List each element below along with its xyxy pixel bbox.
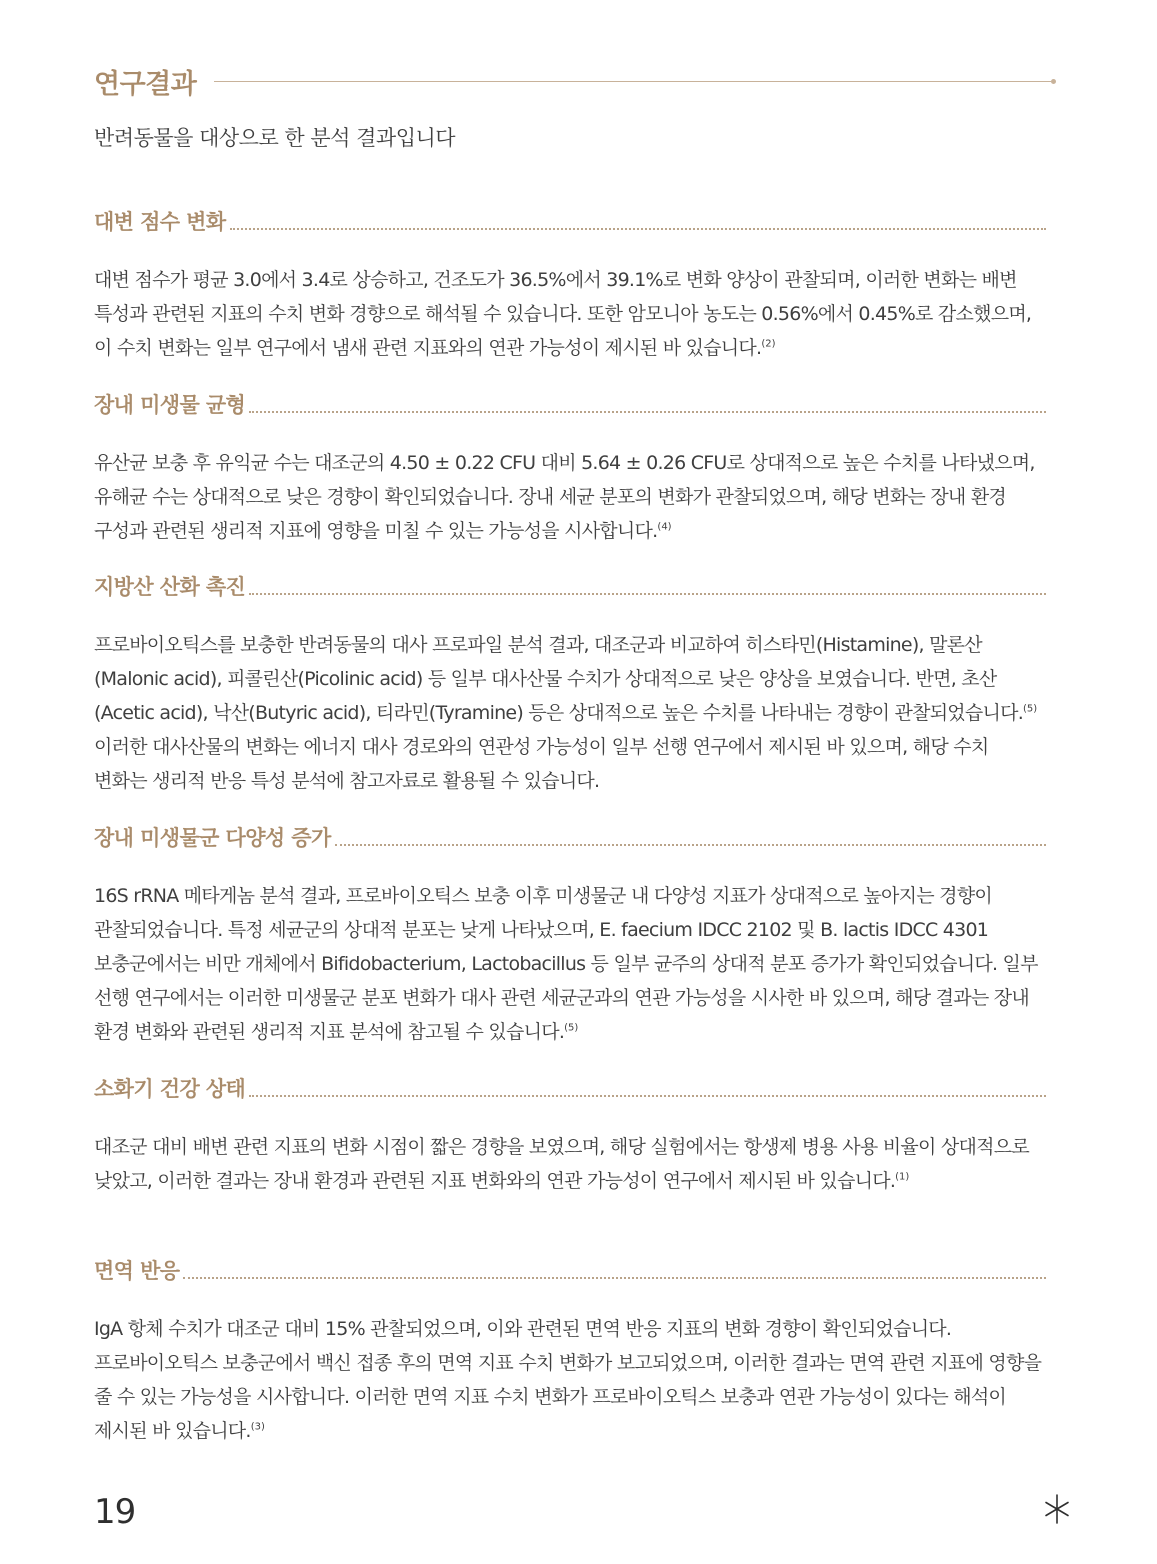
body-text: 대변 점수가 평균 3.0에서 3.4로 상승하고, 건조도가 36.5%에서 39.1%로 변화 양상이 관찰되며, 이러한 변화는 배변 특성과 관련된 지표의 수치 변화 경향으로 해석될 수 있습니다. 또한 암모니아 농도는 0.56%에서 0.45%로 감소했으며, 이 수치 변화는 일부 연구에서 냄새 관련 지표와의 연관 가능성이 제시된 바 있습니다. [94,269,1032,359]
section-microbiome-diversity [94,822,1046,1049]
section-body [94,1130,1046,1198]
section-heading: 면역 반응 [94,1259,180,1283]
star-icon [1042,1494,1072,1524]
body-text-continued: 이러한 대사산물의 변화는 에너지 대사 경로와의 연관성 가능성이 일부 선행 연구에서 제시된 바 있으며, 해당 수치 변화는 생리적 반응 특성 분석에 참고자료로 활용될 수 있습니다. [94,736,989,792]
header-rule-end-dot [1051,79,1056,84]
section-heading-row [94,571,1046,601]
section-body [94,1312,1046,1448]
body-text: 프로바이오틱스를 보충한 반려동물의 대사 프로파일 분석 결과, 대조군과 비교하여 히스타민(Histamine), 말론산(Malonic acid), 피콜린산(Picolinic acid) 등 일부 대사산물 수치가 상대적으로 낮은 양상을 보였습니다. 반면, 초산(Acetic acid), 낙산(Butyric acid), 티라민(Tyramine) 등은 상대적으로 높은 수치를 나타내는 경향이 관찰되었습니다. [94,634,1024,724]
dotted-leader [249,411,1046,413]
section-stool-score [94,206,1046,365]
section-immune-response [94,1255,1046,1448]
reference-mark: (5) [564,1022,579,1034]
section-heading-row [94,389,1046,419]
reference-mark: (3) [250,1421,265,1433]
page-title: 연구결과 [94,68,197,100]
body-text: 대조군 대비 배변 관련 지표의 변화 시점이 짧은 경향을 보였으며, 해당 실험에서는 항생제 병용 사용 비율이 상대적으로 낮았고, 이러한 결과는 장내 환경과 관련된 지표 변화와의 연관 가능성이 연구에서 제시된 바 있습니다. [94,1136,1029,1192]
dotted-leader [249,1095,1046,1097]
section-body [94,879,1046,1049]
section-heading-row [94,206,1046,236]
section-body [94,263,1046,365]
body-text: 유산균 보충 후 유익균 수는 대조군의 4.50 ± 0.22 CFU 대비 5.64 ± 0.26 CFU로 상대적으로 높은 수치를 나타냈으며, 유해균 수는 상대적으로 낮은 경향이 확인되었습니다. 장내 세균 분포의 변화가 관찰되었으며, 해당 변화는 장내 환경 구성과 관련된 생리적 지표에 영향을 미칠 수 있는 가능성을 시사합니다. [94,452,1035,542]
section-heading: 지방산 산화 촉진 [94,575,246,599]
section-heading-row [94,1073,1046,1103]
section-gut-microbe-balance [94,389,1046,548]
page-subtitle: 반려동물을 대상으로 한 분석 결과입니다 [94,126,456,150]
section-fatty-acid-oxidation [94,571,1046,798]
reference-mark: (5) [1023,703,1038,715]
section-heading: 소화기 건강 상태 [94,1077,246,1101]
dotted-leader [335,844,1046,846]
reference-mark: (2) [761,338,776,350]
dotted-leader [183,1277,1046,1279]
dotted-leader [249,593,1046,595]
dotted-leader [230,228,1046,230]
page-number: 19 [94,1492,136,1532]
section-digestive-health [94,1073,1046,1198]
reference-mark: (4) [657,521,672,533]
section-body [94,446,1046,548]
section-heading: 장내 미생물군 다양성 증가 [94,826,331,850]
section-heading: 대변 점수 변화 [94,210,226,234]
section-body [94,628,1046,798]
section-header [94,60,1056,102]
section-heading-row [94,1255,1046,1285]
reference-mark: (1) [895,1171,910,1183]
header-divider [214,81,1051,82]
body-text: 16S rRNA 메타게놈 분석 결과, 프로바이오틱스 보충 이후 미생물군 내 다양성 지표가 상대적으로 높아지는 경향이 관찰되었습니다. 특정 세균군의 상대적 분포는 낮게 나타났으며, E. faecium IDCC 2102 및 B. lactis IDCC 4301 보충군에서는 비만 개체에서 Bifidobacterium, Lactobacillus 등 일부 균주의 상대적 분포 증가가 확인되었습니다. 일부 선행 연구에서는 이러한 미생물군 분포 변화가 대사 관련 세균군과의 연관 가능성을 시사한 바 있으며, 해당 결과는 장내 환경 변화와 관련된 생리적 지표 분석에 참고될 수 있습니다. [94,885,1038,1043]
section-heading: 장내 미생물 균형 [94,393,246,417]
body-text: IgA 항체 수치가 대조군 대비 15% 관찰되었으며, 이와 관련된 면역 반응 지표의 변화 경향이 확인되었습니다. 프로바이오틱스 보충군에서 백신 접종 후의 면역 지표 수치 변화가 보고되었으며, 이러한 결과는 면역 관련 지표에 영향을 줄 수 있는 가능성을 시사합니다. 이러한 면역 지표 수치 변화가 프로바이오틱스 보충과 연관 가능성이 있다는 해석이 제시된 바 있습니다. [94,1318,1042,1442]
section-heading-row [94,822,1046,852]
